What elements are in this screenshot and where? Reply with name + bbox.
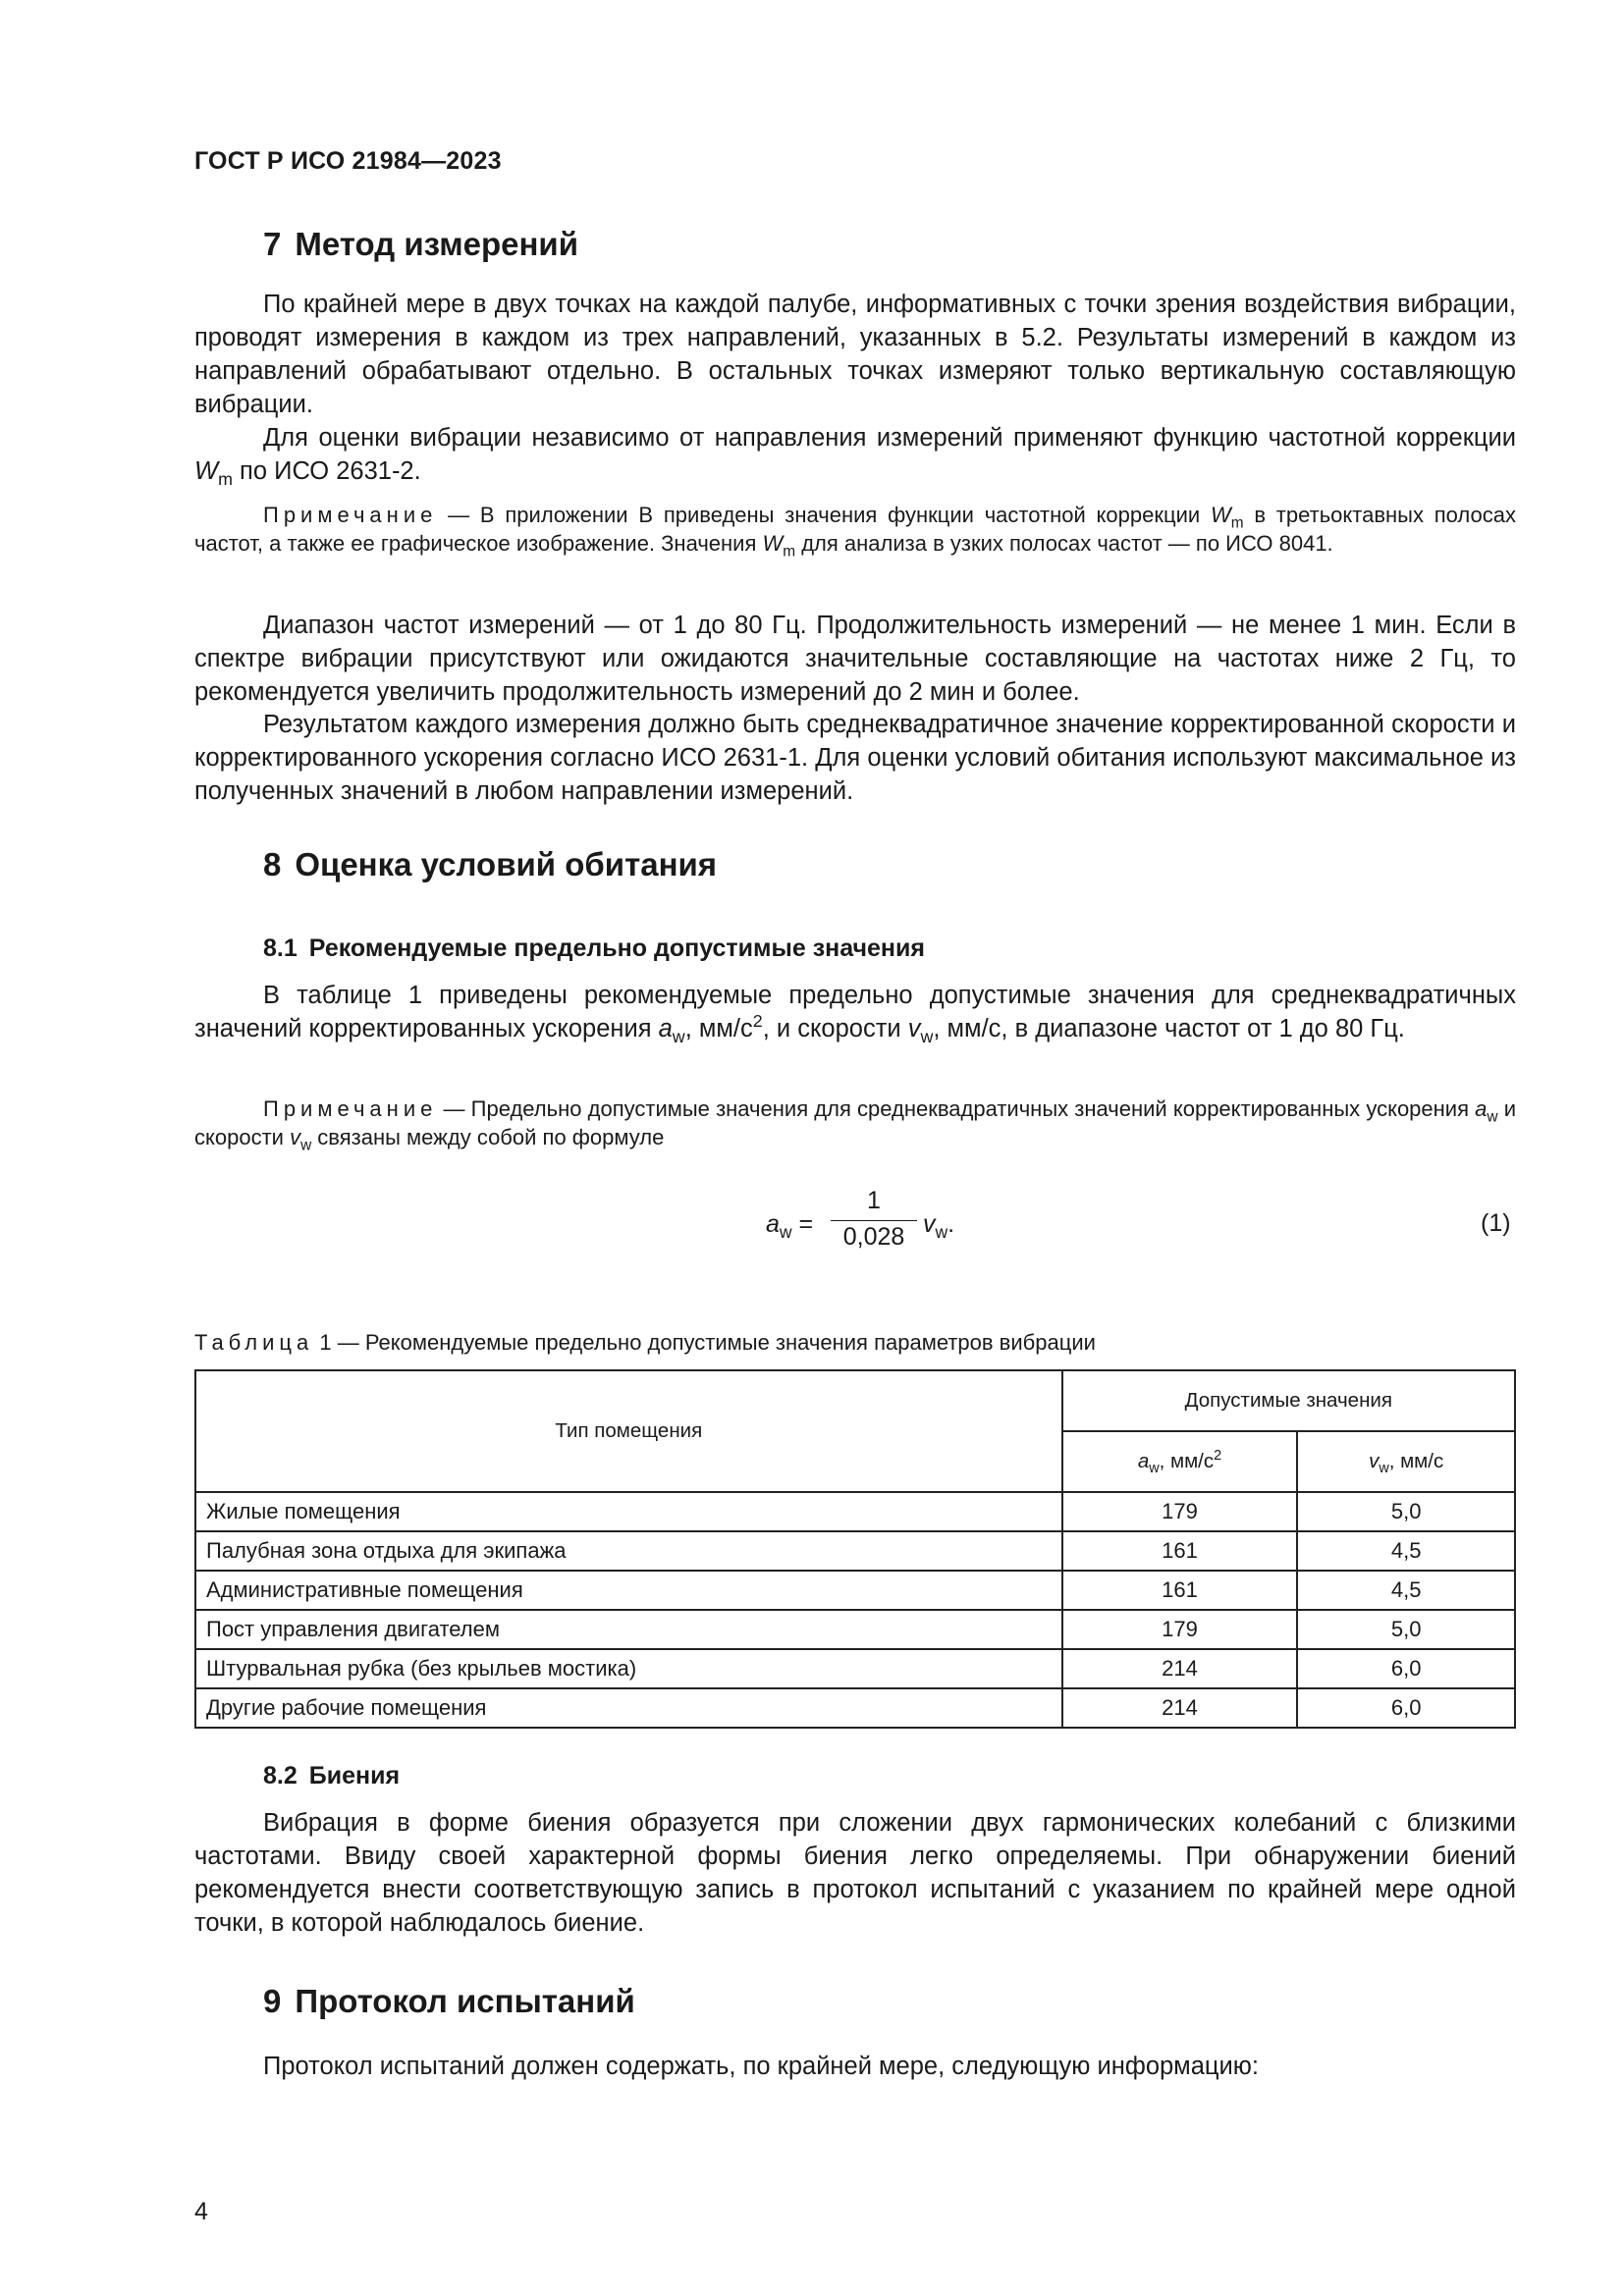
note-label: Примечание (263, 503, 438, 527)
section-7-note: Примечание — В приложении В приведены значения функции частотной коррекции $W_m$ в третьоктавных полосах частот, а также ее графическое изображение. Значения $W_m$ для анализа в узких полосах частот — по ИСО 8041. (194, 503, 1516, 561)
table-row (195, 1649, 1515, 1688)
formula-number: (1) (1481, 1209, 1511, 1237)
section-8-heading (263, 846, 717, 883)
section-8-2-paragraph: Вибрация в форме биения образуется при сложении двух гармонических колебаний с близкими частотами. Ввиду своей характерной формы биения легко определяемы. При обнаружении биений рекомендуется внести соответствующую запись в протокол испытаний с указанием по крайней мере одной точки, в которой наблюдалось биение. (194, 1809, 1516, 1937)
table-cell-acceleration: 214 (1062, 1688, 1298, 1728)
fraction-bar (831, 1220, 917, 1221)
table-cell-acceleration: 179 (1062, 1492, 1298, 1531)
table-cell-acceleration: 214 (1062, 1649, 1298, 1688)
subsection-number: 8.1 (263, 934, 298, 962)
subsection-title: Рекомендуемые предельно допустимые значения (308, 934, 925, 962)
formula-denominator: 0,028 (842, 1223, 905, 1251)
section-7-paragraph-3: Диапазон частот измерений — от 1 до 80 Гц. Продолжительность измерений — не менее 1 мин. Если в спектре вибрации присутствуют или ожидаются значительные составляющие на частотах ниже 2 Гц, то рекомендуется увеличить продолжительность измерений до 2 мин и более. (194, 612, 1516, 706)
table-cell-room: Палубная зона отдыха для экипажа (195, 1531, 1062, 1571)
section-title: Протокол испытаний (295, 1983, 635, 2019)
table-header-acceleration: $a_w$, $мм/с^2$ (1062, 1431, 1298, 1492)
table-row (195, 1492, 1515, 1531)
section-number: 8 (263, 846, 282, 882)
table-cell-room: Пост управления двигателем (195, 1610, 1062, 1649)
section-9-heading (263, 1983, 635, 2020)
table-cell-velocity: 4,5 (1297, 1531, 1515, 1571)
section-number: 9 (263, 1983, 282, 2019)
table-cell-velocity: 6,0 (1297, 1688, 1515, 1728)
table-header-room-type: Тип помещения (195, 1370, 1062, 1492)
section-7-paragraph-1: По крайней мере в двух точках на каждой палубе, информативных с точки зрения воздействия вибрации, проводят измерения в каждом из трех направлений, указанных в 5.2. Результаты измерений в каждом из направлений обрабатывают отдельно. В остальных точках измеряют только вертикальную составляющую вибрации. (194, 291, 1516, 418)
table-row (195, 1688, 1515, 1728)
table-cell-room: Жилые помещения (195, 1492, 1062, 1531)
table-cell-room: Штурвальная рубка (без крыльев мостика) (195, 1649, 1062, 1688)
section-7-heading (263, 226, 578, 263)
document-header: ГОСТ Р ИСО 21984—2023 (194, 147, 502, 175)
section-8-1-paragraph: В таблице 1 приведены рекомендуемые предельно допустимые значения для среднеквадратичных значений корректированных ускорения $a_w$, $мм/с^2$, и скорости $v_w$, мм/с, в диапазоне частот от 1 до 80 Гц. (194, 982, 1516, 1047)
subsection-8-2-heading (263, 1762, 400, 1790)
table-header-velocity: $v_w$, мм/с (1297, 1431, 1515, 1492)
page-number: 4 (194, 2198, 208, 2225)
section-title: Оценка условий обитания (295, 846, 718, 882)
section-number: 7 (263, 226, 282, 262)
table-row (195, 1571, 1515, 1610)
table-1 (194, 1369, 1516, 1729)
table-cell-velocity: 5,0 (1297, 1610, 1515, 1649)
subsection-title: Биения (308, 1762, 401, 1789)
table-cell-velocity: 5,0 (1297, 1492, 1515, 1531)
table-cell-acceleration: 161 (1062, 1571, 1298, 1610)
note-label: Примечание (263, 1096, 438, 1121)
subsection-8-1-heading (263, 934, 925, 963)
formula-numerator: 1 (867, 1187, 881, 1214)
table-cell-velocity: 6,0 (1297, 1649, 1515, 1688)
table-header-allowed-values: Допустимые значения (1062, 1370, 1515, 1431)
section-7-paragraph-4: Результатом каждого измерения должно быть среднеквадратичное значение корректированной скорости и корректированного ускорения согласно ИСО 2631-1. Для оценки условий обитания используют максимальное из полученных значений в любом направлении измерений. (194, 711, 1516, 805)
table-1-caption: Таблица 1 — Рекомендуемые предельно допустимые значения параметров вибрации (194, 1330, 1096, 1355)
subsection-number: 8.2 (263, 1762, 298, 1789)
table-cell-velocity: 4,5 (1297, 1571, 1515, 1610)
table-cell-acceleration: 179 (1062, 1610, 1298, 1649)
table-caption-label: Таблица (194, 1330, 314, 1355)
section-7-paragraph-2: Для оценки вибрации независимо от направления измерений применяют функцию частотной коррекции $W_m$ по ИСО 2631-2. (194, 424, 1516, 490)
table-row (195, 1610, 1515, 1649)
section-8-1-note: Примечание — Предельно допустимые значения для среднеквадратичных значений корректированных ускорения $a_w$ и скорости $v_w$ связаны между собой по формуле (194, 1096, 1516, 1154)
formula-rhs: $v_w$. (923, 1210, 955, 1243)
table-cell-room: Другие рабочие помещения (195, 1688, 1062, 1728)
section-9-paragraph: Протокол испытаний должен содержать, по крайней мере, следующую информацию: (263, 2053, 1259, 2080)
section-title: Метод измерений (295, 226, 578, 262)
table-row (195, 1531, 1515, 1571)
formula-lhs: $a_w$ = (766, 1210, 814, 1243)
formula-fraction (827, 1187, 921, 1252)
table-cell-acceleration: 161 (1062, 1531, 1298, 1571)
table-cell-room: Административные помещения (195, 1571, 1062, 1610)
